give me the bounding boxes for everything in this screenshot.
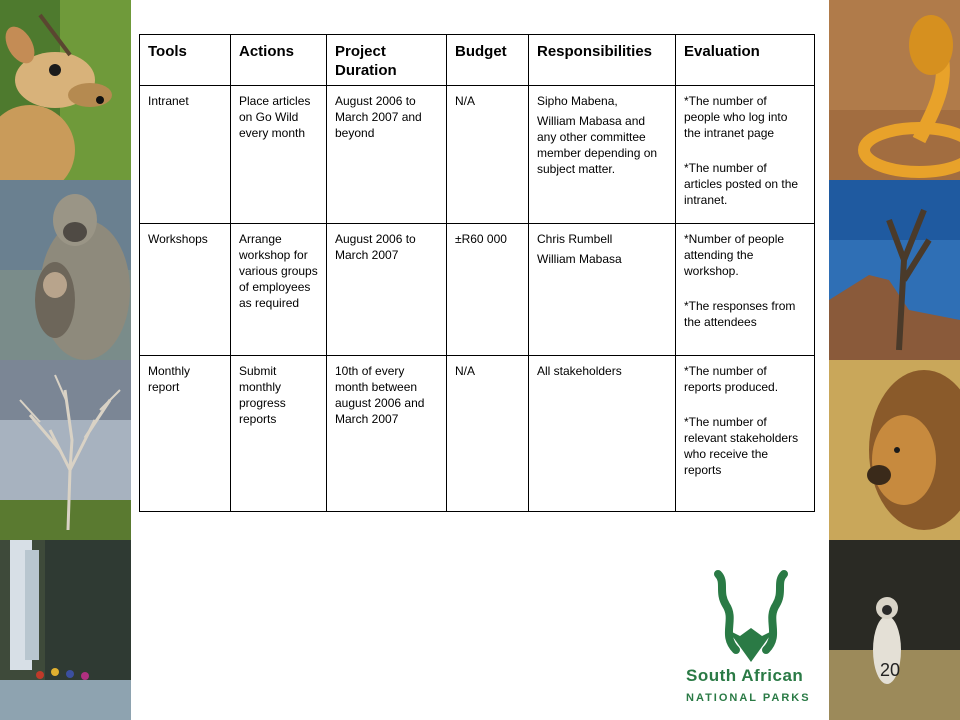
cell-evaluation — [676, 356, 815, 512]
logo-text-line1: South African — [686, 666, 804, 685]
evaluation-line: *The number of relevant stakeholders who receive the reports — [684, 415, 799, 477]
kudu-horns-icon — [706, 570, 796, 666]
cell-budget: N/A — [447, 356, 529, 512]
antelope-photo — [0, 0, 131, 180]
responsibility-line: Sipho Mabena, — [537, 94, 618, 108]
left-photo-strip — [0, 0, 131, 720]
header-budget: Budget — [447, 35, 529, 86]
header-evaluation: Evaluation — [676, 35, 815, 86]
header-tools: Tools — [140, 35, 231, 86]
cell-duration: August 2006 to March 2007 — [327, 224, 447, 356]
cell-tool: Workshops — [140, 224, 231, 356]
project-plan-table — [139, 34, 815, 512]
cell-responsibilities — [529, 86, 676, 224]
table-row — [140, 86, 815, 224]
responsibility-line: Chris Rumbell — [537, 232, 613, 246]
quiver-tree-photo — [829, 180, 960, 360]
cell-budget: N/A — [447, 86, 529, 224]
cell-responsibilities — [529, 356, 676, 512]
evaluation-line: *The number of reports produced. — [684, 364, 779, 394]
cell-evaluation — [676, 86, 815, 224]
lion-photo — [829, 360, 960, 540]
cell-budget: ±R60 000 — [447, 224, 529, 356]
logo-text-line2: NATIONAL PARKS — [686, 692, 811, 704]
table-row — [140, 356, 815, 512]
monkey-photo — [829, 540, 960, 720]
responsibility-line: William Mabasa and any other committee member depending on subject matter. — [537, 114, 658, 176]
dead-tree-photo — [0, 360, 131, 540]
cell-evaluation — [676, 224, 815, 356]
baboon-photo — [0, 180, 131, 360]
responsibility-line: William Mabasa — [537, 252, 622, 266]
cell-action: Submit monthly progress reports — [231, 356, 327, 512]
responsibility-line: All stakeholders — [537, 364, 622, 378]
evaluation-line: *The number of articles posted on the intranet. — [684, 161, 799, 207]
cell-action: Arrange workshop for various groups of employees as required — [231, 224, 327, 356]
header-project-duration: Project Duration — [327, 35, 447, 86]
cell-tool: Monthly report — [140, 356, 231, 512]
table-row — [140, 224, 815, 356]
cell-duration: 10th of every month between august 2006 and March 2007 — [327, 356, 447, 512]
cell-tool: Intranet — [140, 86, 231, 224]
evaluation-line: *Number of people attending the workshop. — [684, 232, 785, 278]
right-photo-strip — [829, 0, 960, 720]
page-number: 20 — [880, 660, 901, 680]
header-actions: Actions — [231, 35, 327, 86]
evaluation-line: *The responses from the attendees — [684, 299, 796, 329]
waterfall-photo — [0, 540, 131, 720]
table-header-row — [140, 35, 815, 86]
cell-responsibilities — [529, 224, 676, 356]
cobra-photo — [829, 0, 960, 180]
header-responsibilities: Responsibilities — [529, 35, 676, 86]
cell-action: Place articles on Go Wild every month — [231, 86, 327, 224]
evaluation-line: *The number of people who log into the intranet page — [684, 94, 788, 140]
cell-duration: August 2006 to March 2007 and beyond — [327, 86, 447, 224]
